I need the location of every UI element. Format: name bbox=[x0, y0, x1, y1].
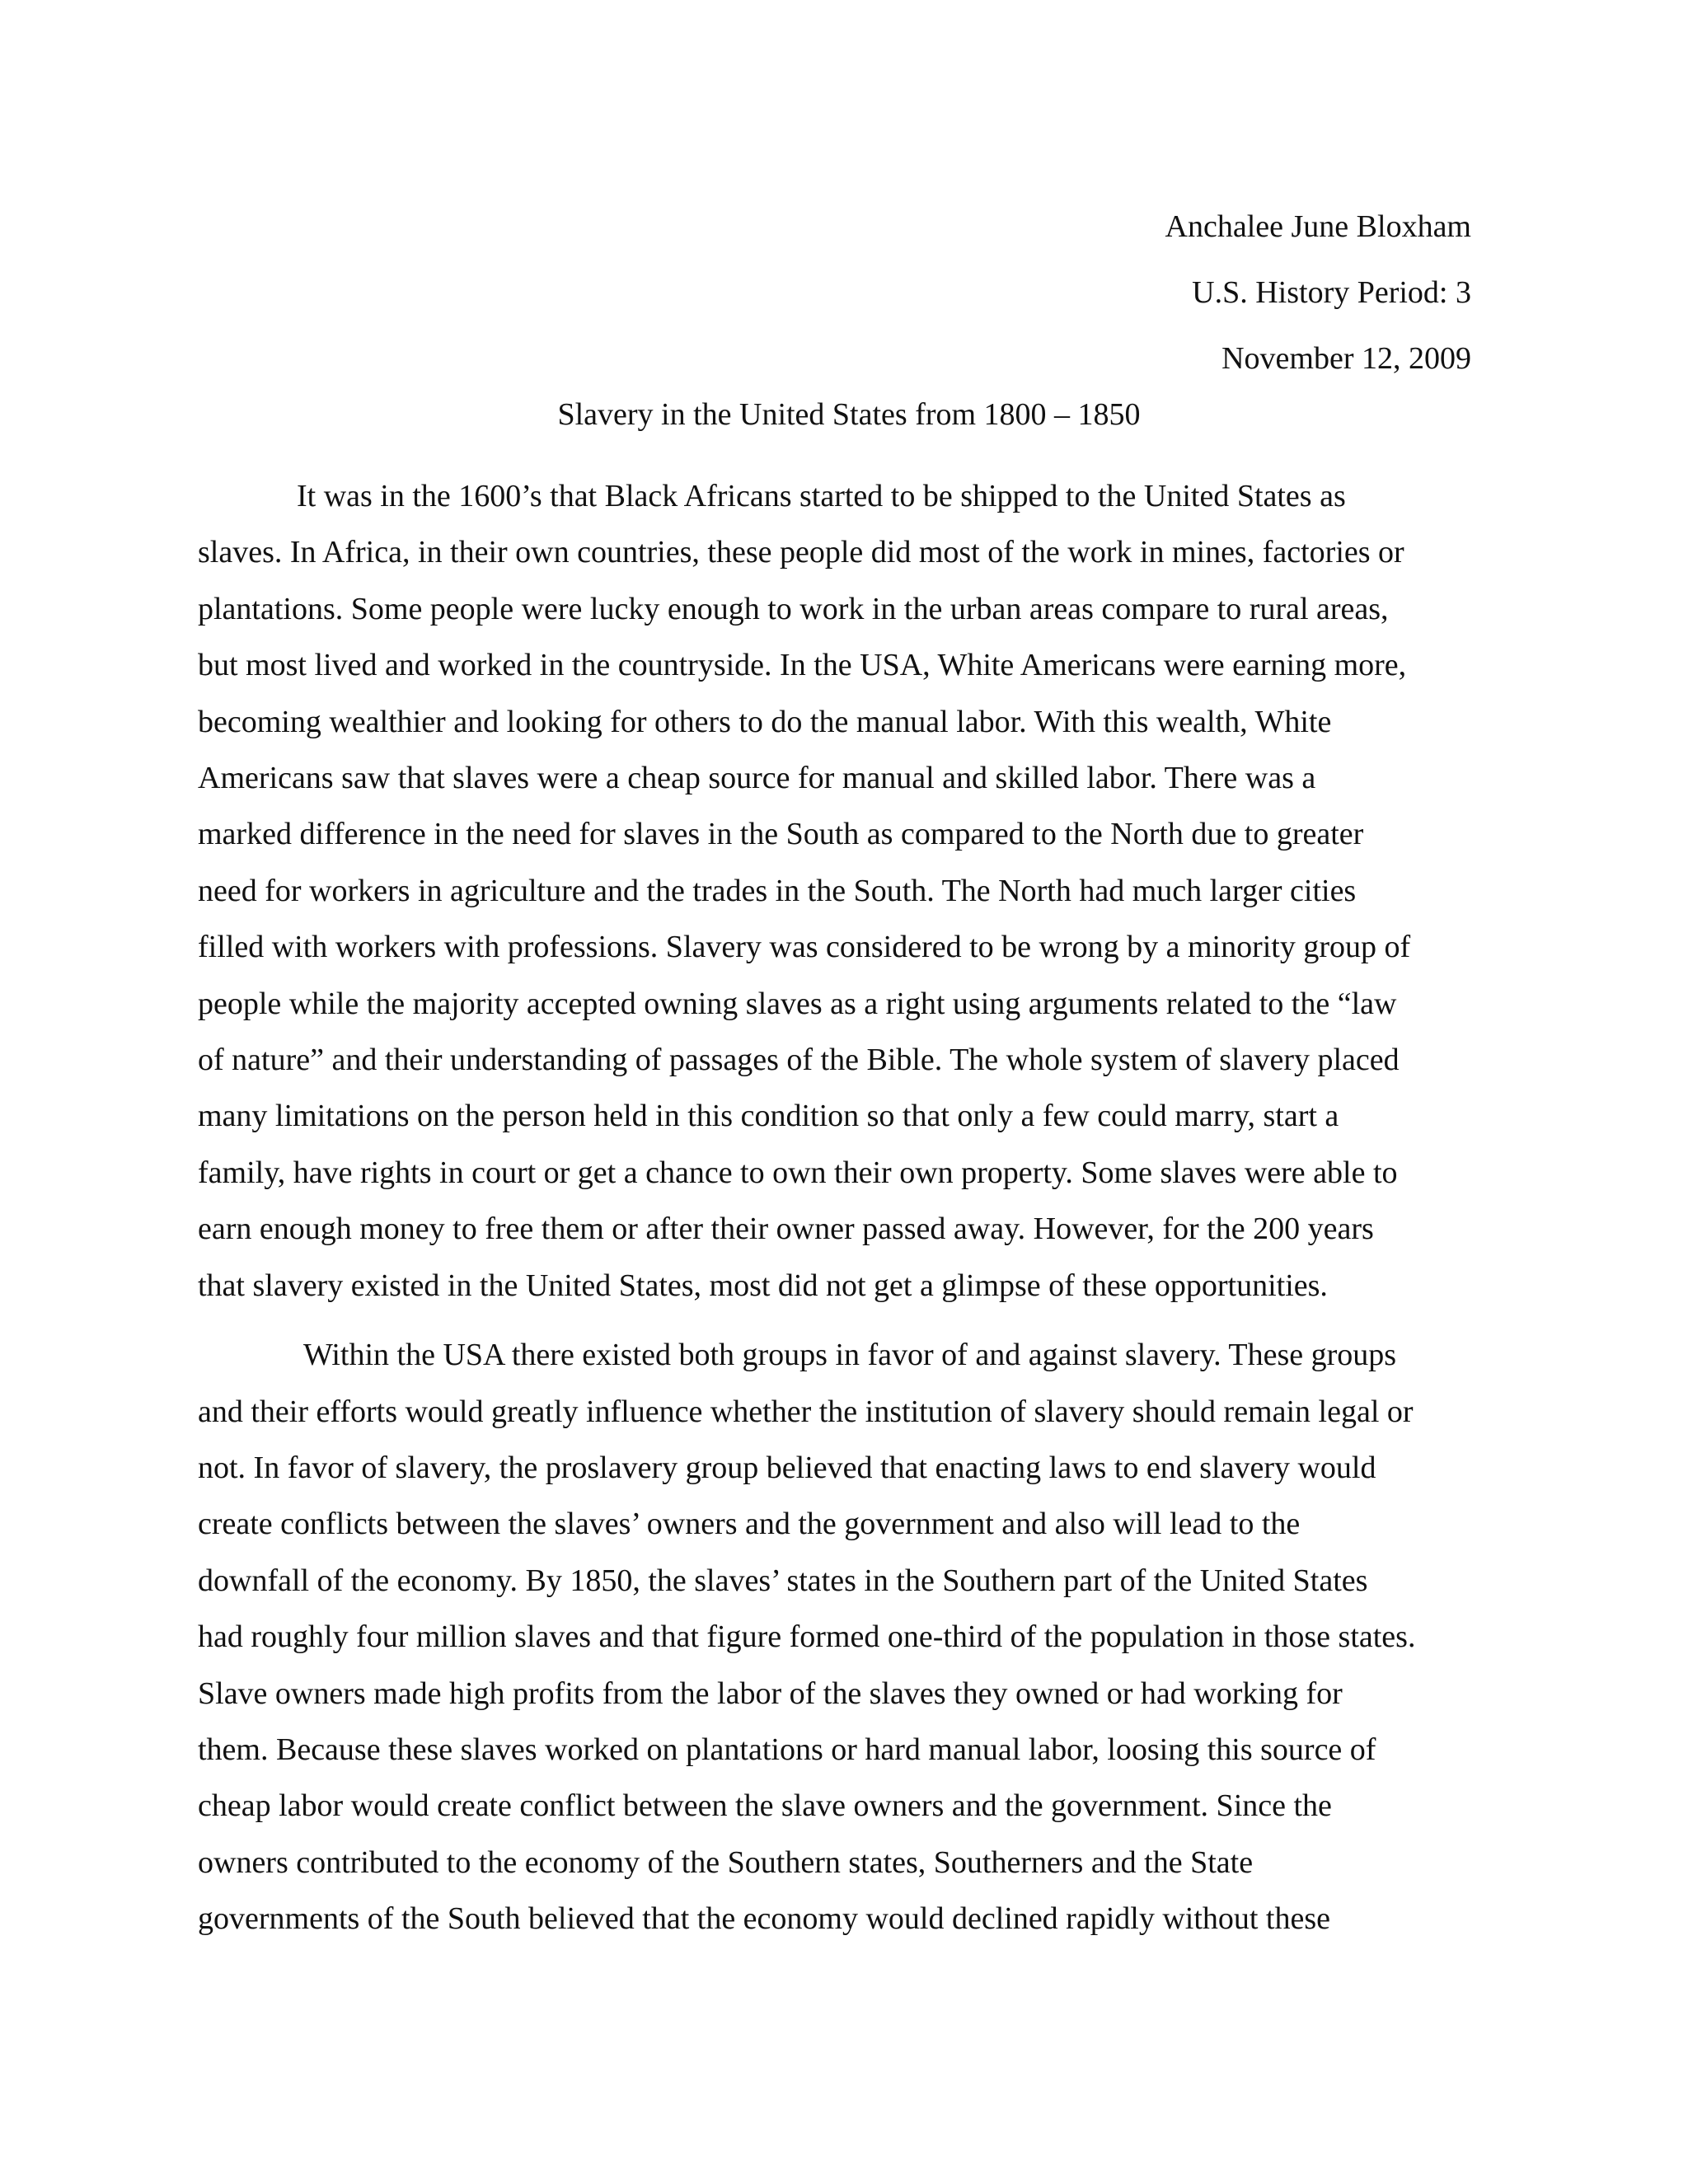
header-block bbox=[1165, 194, 1471, 391]
paragraph-1-line: plantations. Some people were lucky enough to work in the urban areas compare to rural areas, bbox=[198, 591, 1389, 626]
paragraph-1-line: earn enough money to free them or after their owner passed away. However, for the 200 years bbox=[198, 1212, 1374, 1247]
author-name: Anchalee June Bloxham bbox=[1165, 209, 1471, 244]
paragraph-1-line: becoming wealthier and looking for others to do the manual labor. With this wealth, White bbox=[198, 704, 1332, 739]
paragraph-1-line: family, have rights in court or get a chance to own their own property. Some slaves were able to bbox=[198, 1155, 1398, 1190]
paragraph-spacer bbox=[198, 1314, 1490, 1327]
paragraph-1-line: people while the majority accepted owning slaves as a right using arguments related to the “law bbox=[198, 986, 1397, 1021]
paragraph-1-line: of nature” and their understanding of passages of the Bible. The whole system of slavery placed bbox=[198, 1043, 1400, 1078]
paragraph-1-line: slaves. In Africa, in their own countries, these people did most of the work in mines, factories or bbox=[198, 535, 1404, 570]
paragraph-2-line: had roughly four million slaves and that figure formed one-third of the population in those states. bbox=[198, 1619, 1416, 1655]
essay-date: November 12, 2009 bbox=[1221, 341, 1471, 376]
paragraph-2-line: owners contributed to the economy of the Southern states, Southerners and the State bbox=[198, 1844, 1254, 1880]
paragraph-1-line: many limitations on the person held in this condition so that only a few could marry, start a bbox=[198, 1099, 1339, 1134]
paragraph-1-line: but most lived and worked in the countryside. In the USA, White Americans were earning more, bbox=[198, 648, 1407, 683]
paragraph-2-line: Within the USA there existed both groups in favor of and against slavery. These groups bbox=[303, 1338, 1397, 1373]
paragraph-1-line: Americans saw that slaves were a cheap source for manual and skilled labor. There was a bbox=[198, 761, 1316, 796]
paragraph-2-line: and their efforts would greatly influence whether the institution of slavery should remain legal or bbox=[198, 1394, 1414, 1429]
paragraph-1-line: marked difference in the need for slaves in the South as compared to the North due to greater bbox=[198, 817, 1364, 852]
paragraph-1-line: need for workers in agriculture and the trades in the South. The North had much larger cities bbox=[198, 873, 1357, 908]
paragraph-1-line: It was in the 1600’s that Black Africans started to be shipped to the United States as bbox=[297, 479, 1346, 513]
paragraph-1-line: filled with workers with professions. Slavery was considered to be wrong by a minority group of bbox=[198, 930, 1411, 965]
course-info: U.S. History Period: 3 bbox=[1192, 275, 1471, 310]
paragraph-1-line: that slavery existed in the United States, most did not get a glimpse of these opportunities. bbox=[198, 1268, 1328, 1303]
paragraph-2-line: Slave owners made high profits from the labor of the slaves they owned or had working for bbox=[198, 1675, 1343, 1711]
paragraph-2-line: governments of the South believed that the economy would declined rapidly without these bbox=[198, 1901, 1331, 1937]
paragraph-2-line: not. In favor of slavery, the proslavery group believed that enacting laws to end slavery would bbox=[198, 1450, 1376, 1485]
paragraph-2-line: cheap labor would create conflict between the slave owners and the government. Since the bbox=[198, 1788, 1332, 1824]
essay-body bbox=[198, 468, 1490, 1947]
paragraph-2-line: downfall of the economy. By 1850, the slaves’ states in the Southern part of the United States bbox=[198, 1563, 1368, 1598]
paragraph-2-line: create conflicts between the slaves’ owners and the government and also will lead to the bbox=[198, 1507, 1301, 1542]
essay-title: Slavery in the United States from 1800 – 1850 bbox=[557, 397, 1141, 432]
paragraph-2-line: them. Because these slaves worked on plantations or hard manual labor, loosing this source of bbox=[198, 1732, 1376, 1767]
